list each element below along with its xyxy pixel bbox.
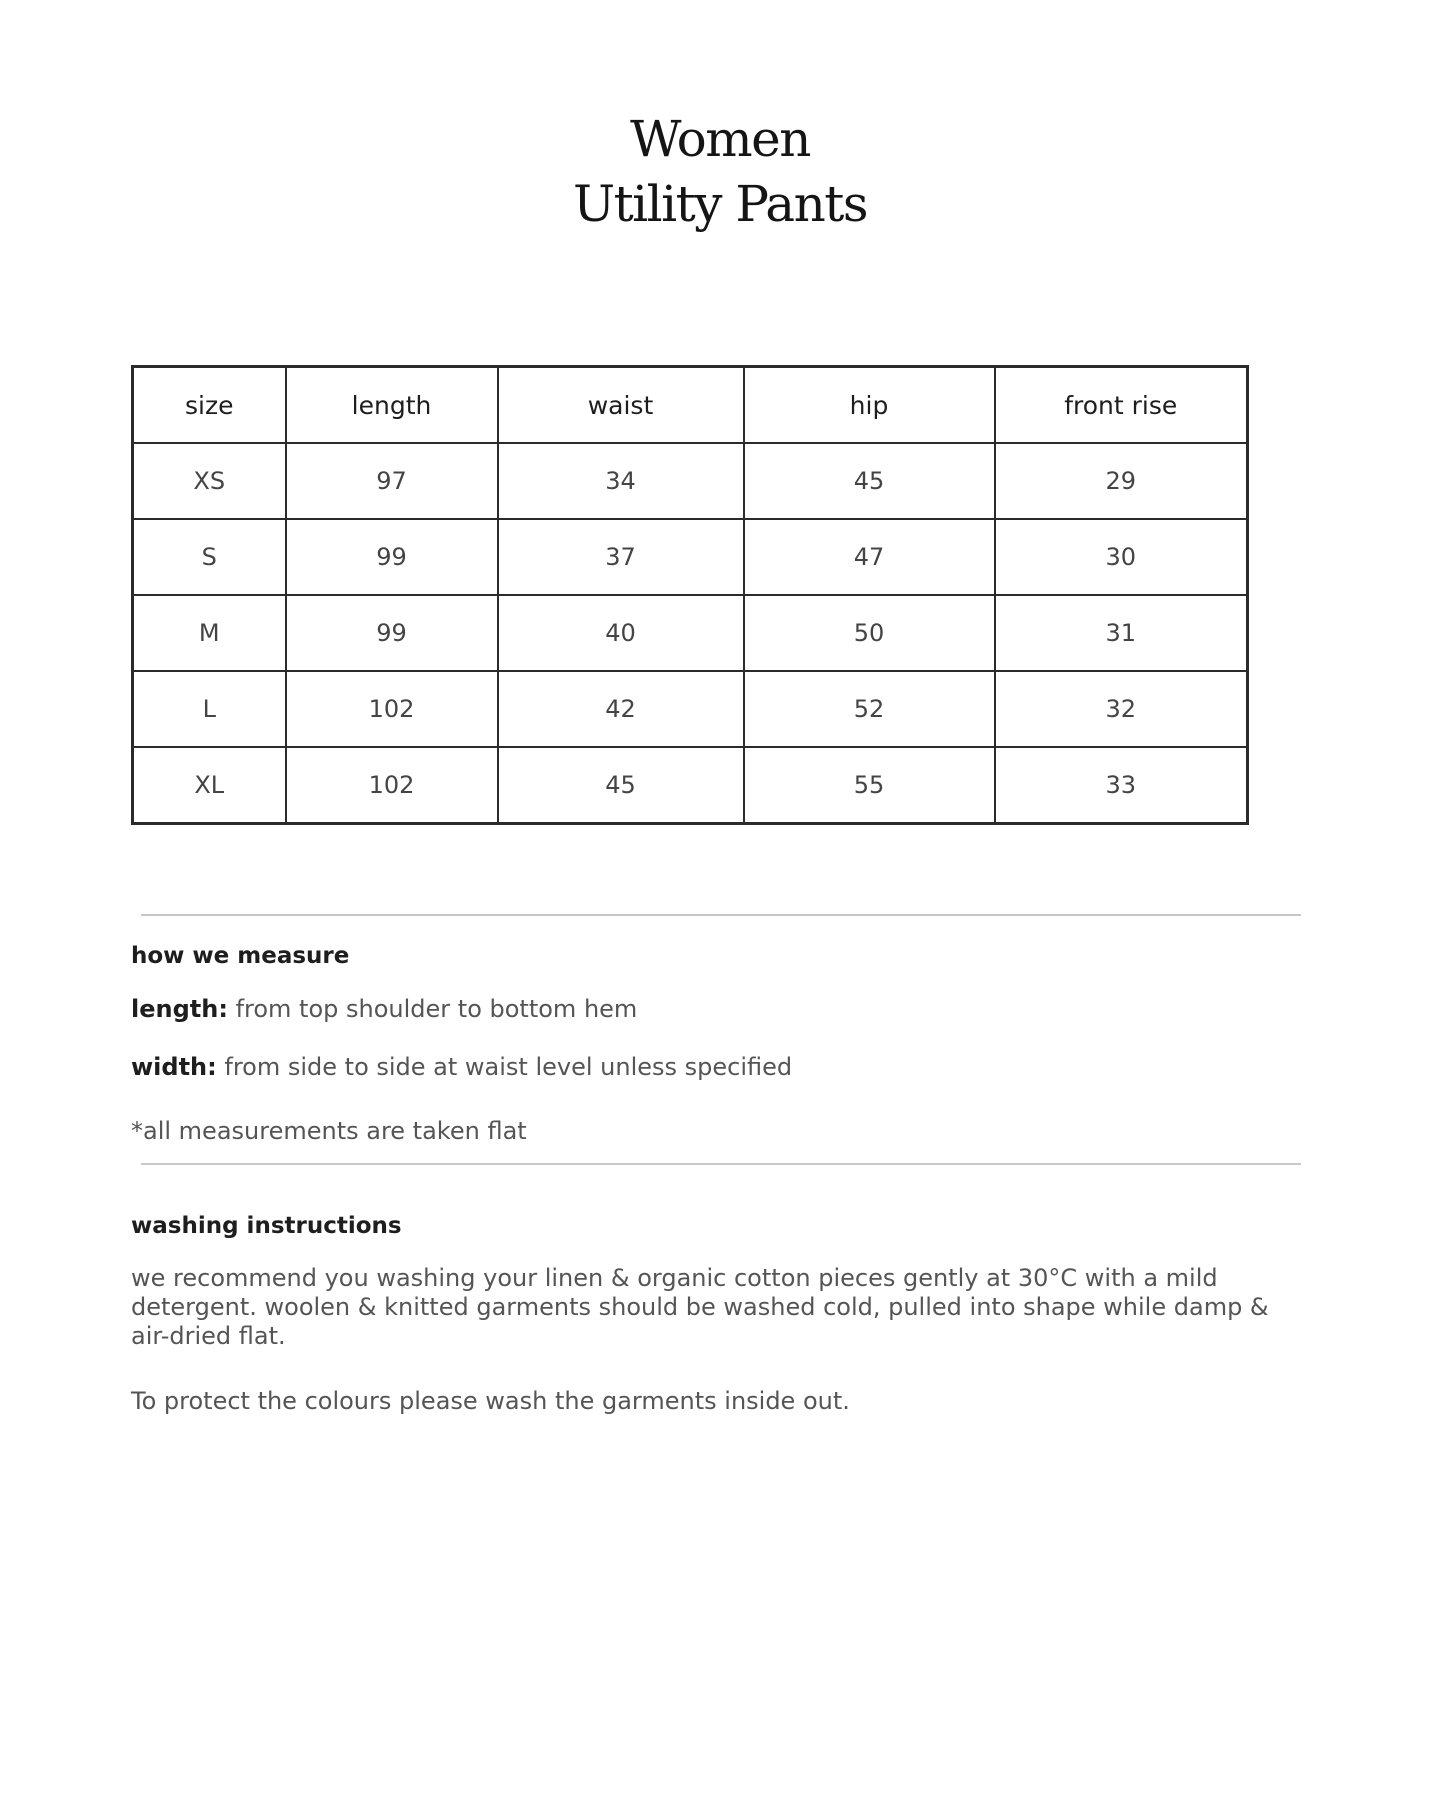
table-header-row	[133, 367, 1248, 444]
table-row	[133, 671, 1248, 747]
cell-front-rise: 32	[995, 671, 1248, 747]
width-definition	[131, 1053, 792, 1081]
cell-length: 102	[286, 747, 498, 824]
cell-length: 102	[286, 671, 498, 747]
measurement-note: *all measurements are taken flat	[131, 1117, 527, 1145]
cell-hip: 50	[744, 595, 995, 671]
cell-front-rise: 29	[995, 443, 1248, 519]
cell-size: M	[133, 595, 286, 671]
column-header-waist: waist	[498, 367, 744, 444]
cell-hip: 47	[744, 519, 995, 595]
cell-hip: 45	[744, 443, 995, 519]
cell-waist: 34	[498, 443, 744, 519]
divider	[141, 1163, 1301, 1165]
page-title-line-1: Women	[630, 110, 810, 168]
cell-size: S	[133, 519, 286, 595]
cell-hip: 52	[744, 671, 995, 747]
page-title-line-2: Utility Pants	[572, 175, 868, 233]
table-row	[133, 747, 1248, 824]
table-row	[133, 519, 1248, 595]
column-header-size: size	[133, 367, 286, 444]
cell-waist: 45	[498, 747, 744, 824]
length-text: from top shoulder to bottom hem	[235, 995, 638, 1023]
divider	[141, 914, 1301, 916]
colour-protection-note: To protect the colours please wash the garments inside out.	[131, 1387, 850, 1415]
cell-length: 99	[286, 595, 498, 671]
column-header-front-rise: front rise	[995, 367, 1248, 444]
cell-waist: 40	[498, 595, 744, 671]
cell-hip: 55	[744, 747, 995, 824]
washing-instructions-text: we recommend you washing your linen & organic cotton pieces gently at 30°C with a mild detergent. woolen & knitted garments should be washed cold, pulled into shape while damp & air-dried flat.	[131, 1264, 1269, 1350]
cell-front-rise: 33	[995, 747, 1248, 824]
length-definition	[131, 995, 637, 1023]
length-label: length:	[131, 995, 228, 1023]
column-header-hip: hip	[744, 367, 995, 444]
width-label: width:	[131, 1053, 217, 1081]
table-row	[133, 443, 1248, 519]
how-we-measure-heading: how we measure	[131, 943, 350, 969]
cell-length: 97	[286, 443, 498, 519]
size-chart-table	[131, 365, 1249, 825]
cell-waist: 37	[498, 519, 744, 595]
cell-front-rise: 30	[995, 519, 1248, 595]
cell-size: XS	[133, 443, 286, 519]
width-text: from side to side at waist level unless specified	[224, 1053, 793, 1081]
cell-size: L	[133, 671, 286, 747]
cell-length: 99	[286, 519, 498, 595]
cell-size: XL	[133, 747, 286, 824]
table-row	[133, 595, 1248, 671]
cell-front-rise: 31	[995, 595, 1248, 671]
cell-waist: 42	[498, 671, 744, 747]
column-header-length: length	[286, 367, 498, 444]
washing-instructions-heading: washing instructions	[131, 1213, 402, 1239]
